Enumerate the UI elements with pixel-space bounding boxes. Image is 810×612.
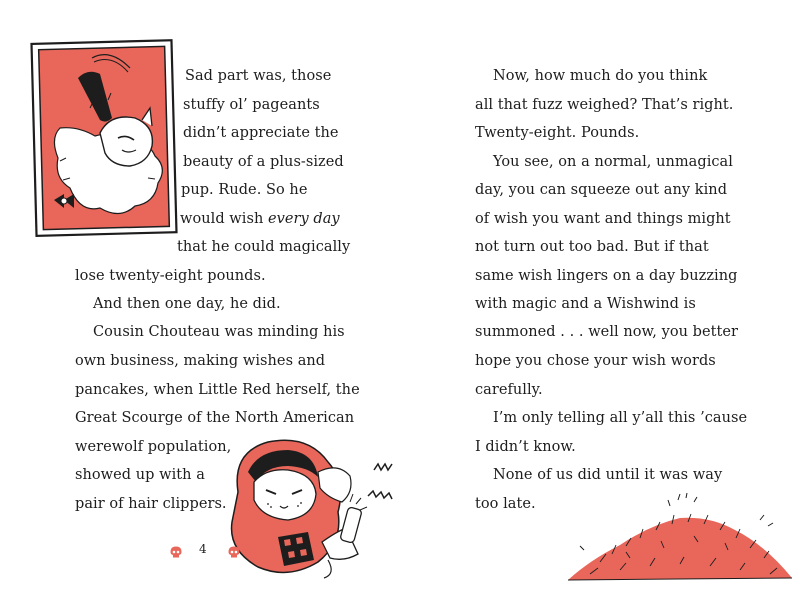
framed-werewolf-portrait-illustration xyxy=(30,38,180,240)
pile-of-shaved-fur-illustration xyxy=(560,490,800,585)
text-line: pup. Rude. So he xyxy=(181,182,308,198)
text-line: all that fuzz weighed? That’s right. xyxy=(475,97,734,113)
text-line: Sad part was, those xyxy=(185,68,332,84)
text-line: Now, how much do you think xyxy=(493,68,708,84)
text-line: showed up with a xyxy=(75,467,205,483)
text-line: You see, on a normal, unmagical xyxy=(493,154,733,170)
text-line: summoned . . . well now, you better xyxy=(475,324,738,340)
text-line: pair of hair clippers. xyxy=(75,496,227,512)
text-line: not turn out too bad. But if that xyxy=(475,239,709,255)
page-number: 4 xyxy=(199,542,207,556)
emphasis-text: every day xyxy=(268,211,340,227)
text-line: And then one day, he did. xyxy=(93,296,281,312)
skull-icon xyxy=(170,546,182,558)
text-line: carefully. xyxy=(475,382,543,398)
text-line: werewolf population, xyxy=(75,439,232,455)
text-line: day, you can squeeze out any kind xyxy=(475,182,728,198)
text-line: pancakes, when Little Red herself, the xyxy=(75,382,360,398)
text-line: I didn’t know. xyxy=(475,439,576,455)
text-line: didn’t appreciate the xyxy=(183,125,339,141)
text-line: with magic and a Wishwind is xyxy=(475,296,696,312)
little-red-with-hair-clippers-illustration xyxy=(218,432,408,582)
text-line: same wish lingers on a day buzzing xyxy=(475,268,738,284)
skull-icon xyxy=(228,546,240,558)
text-line: Great Scourge of the North American xyxy=(75,410,355,426)
text-line: Twenty-eight. Pounds. xyxy=(475,125,640,141)
text-line: of wish you want and things might xyxy=(475,211,731,227)
text-line: None of us did until it was way xyxy=(493,467,723,483)
text-segment: would wish xyxy=(180,211,268,227)
text-line: own business, making wishes and xyxy=(75,353,326,369)
text-line: hope you chose your wish words xyxy=(475,353,716,369)
text-line: lose twenty-eight pounds. xyxy=(75,268,266,284)
right-page xyxy=(405,0,810,612)
text-line: I’m only telling all y’all this ’cause xyxy=(493,410,748,426)
text-line: stuffy ol’ pageants xyxy=(183,97,320,113)
text-line: too late. xyxy=(475,496,536,512)
text-line xyxy=(180,209,340,229)
text-line: that he could magically xyxy=(177,239,351,255)
text-line: Cousin Chouteau was minding his xyxy=(93,324,345,340)
text-line: beauty of a plus-sized xyxy=(183,154,344,170)
